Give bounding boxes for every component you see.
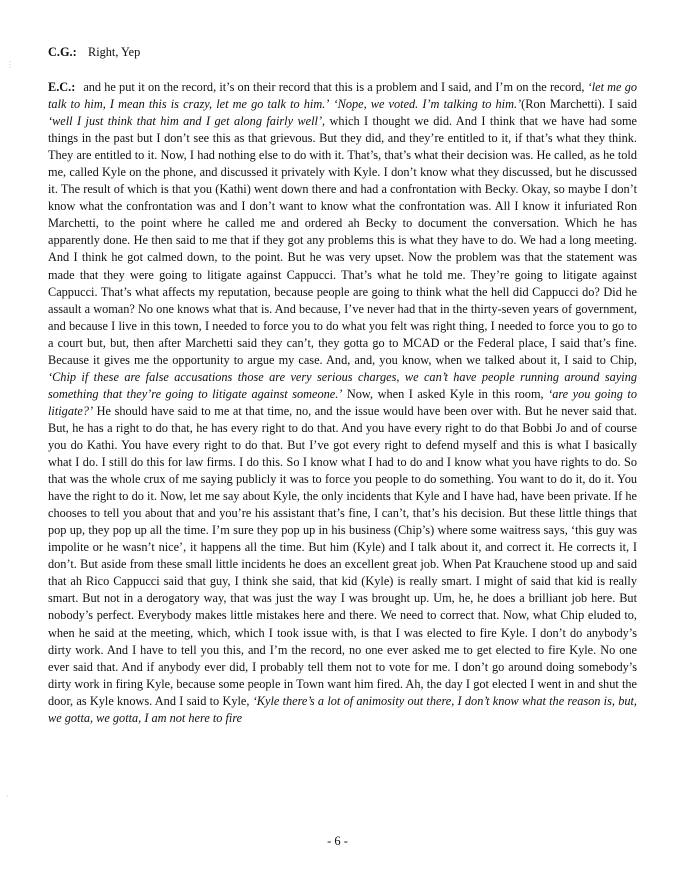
- speech-text: He should have said to me at that time, no, and the issue would have been over with. But he never said that. But, he has a right to do that, he has every right to do that. And you have every right to do that Bobbi Jo and of course you do Kathi. You have every right to do that. But I’ve got every right to defend myself and this is what I basically what I do. I still do this for law firms. I do this. So I know what I had to do and I know what you have rights to do. So that was the whole crux of me saying publicly it was to force you people to do something. You want to do it, do it. You have the right to do it. Now, let me say about Kyle, the only incidents that Kyle and I have had, have been private. If he chooses to tell you about that and you’re his assistant that’s fine, I can’t, that’s his decision. But these little things that pop up, they pop up all the time. I’m sure they pop up in his business (Chip’s) where some waitress says, ‘this guy was impolite or he wasn’t nice’, it happens all the time. But him (Kyle) and I talk about it, and correct it. He corrects it, I don’t. But aside from these small little incidents he does an excellent great job. When Pat Krauchene stood up and said that ah Rico Cappucci said that guy, I think she said, that kid (Kyle) is really smart. I might of said that kid is really smart. But not in a derogatory way, that was just the way I was brought up. Um, he, he does a brilliant job here. But nobody’s perfect. Everybody makes little mistakes here and there. We need to correct that. Now, what Chip eluded to, when he said at the meeting, which, which I took issue with, is that I was elected to fire Kyle. I don’t do anybody’s dirty work. And I have to tell you this, and I’m the record, no one ever asked me to get elected to fire Kyle. No one ever said that. And if anybody ever did, I probably tell them not to vote for me. I don’t go around doing somebody’s dirty work in firing Kyle, because some people in Town want him fired. Ah, the day I got elected I went in and shut the door, as Kyle knows. And I said to Kyle,: [48, 403, 637, 708]
- quoted-speech: ‘well I just think that him and I get along fairly well’: [48, 114, 323, 129]
- transcript-entry-ec: [48, 79, 637, 727]
- quoted-speech: ‘Chip if these are false accusations those are very serious charges, we can’t have people running around saying something that they’re going to litigate against someone.’: [48, 369, 637, 401]
- page-number: - 6 -: [327, 834, 348, 848]
- speaker-label: C.G.:: [48, 45, 77, 59]
- scan-artifact: ·: [6, 792, 9, 801]
- speech-text: , which I thought we did. And I think that we have had some things in the past but I don’t see this as that grievous. But they did, and they’re entitled to it, if that’s what they think. They are entitled to it. Now, I had nothing else to do with it. That’s, that’s what their decision was. He called, as he told me, called Kyle on the phone, and discussed it privately with Kyle. I don’t know what they discussed, but he discussed it. The result of which is that you (Kathi) went down there and had a confrontation with Becky. Okay, so maybe I don’t know what the confrontation was and I don’t want to know what the confrontation was. All I know it infuriated Ron Marchetti, to the point where he called me and ordered ah Becky to document the conversation. Which he has apparently done. He then said to me that if they got any problems this is what they have to do. We had a long meeting. And I think he got calmed down, to the point. But he was very upset. Now the problem was that the statement was made that they were going to litigate against Cappucci. That’s what he told me. They’re going to litigate against Cappucci. That’s what affects my reputation, because people are going to think what the hell did Cappucci do? Did he assault a woman? No one knows what that is. And because, I’ve never had that in the thirty-seven years of government, and because I live in this town, I needed to force you to do what you felt was right thing, I needed to force you to go to a court but, but, then after Marchetti said they can’t, they gotta go to MCAD or the Federal place, I said that’s fine. Because it gives me the opportunity to argue my case. And, and, you know, when we talked about it, I said to Chip,: [48, 114, 638, 367]
- quoted-speech: ‘Kyle there’s a lot of animosity out there, I don’t know what the reason is, but, we gotta, we gotta, I am not here to fire: [48, 693, 637, 725]
- speech-text: and he put it on the record, it’s on their record that this is a problem and I said, and I’m on the record,: [83, 80, 588, 94]
- transcript-entry-cg: [48, 44, 637, 61]
- quoted-speech: ‘Nope, we voted. I’m talking to him.’: [333, 97, 522, 112]
- scan-artifact: ⋮: [6, 60, 14, 69]
- speech-text: (Ron Marchetti). I said: [521, 97, 637, 112]
- speaker-label: E.C.:: [48, 80, 76, 94]
- speech-text: Right, Yep: [88, 45, 141, 59]
- quoted-speech: ‘let me go talk to him, I mean this is crazy, let me go talk to him.’: [48, 80, 637, 112]
- quoted-speech: ‘are you going to litigate?’: [48, 386, 637, 418]
- speech-text: Now, when I asked Kyle in this room,: [342, 386, 549, 401]
